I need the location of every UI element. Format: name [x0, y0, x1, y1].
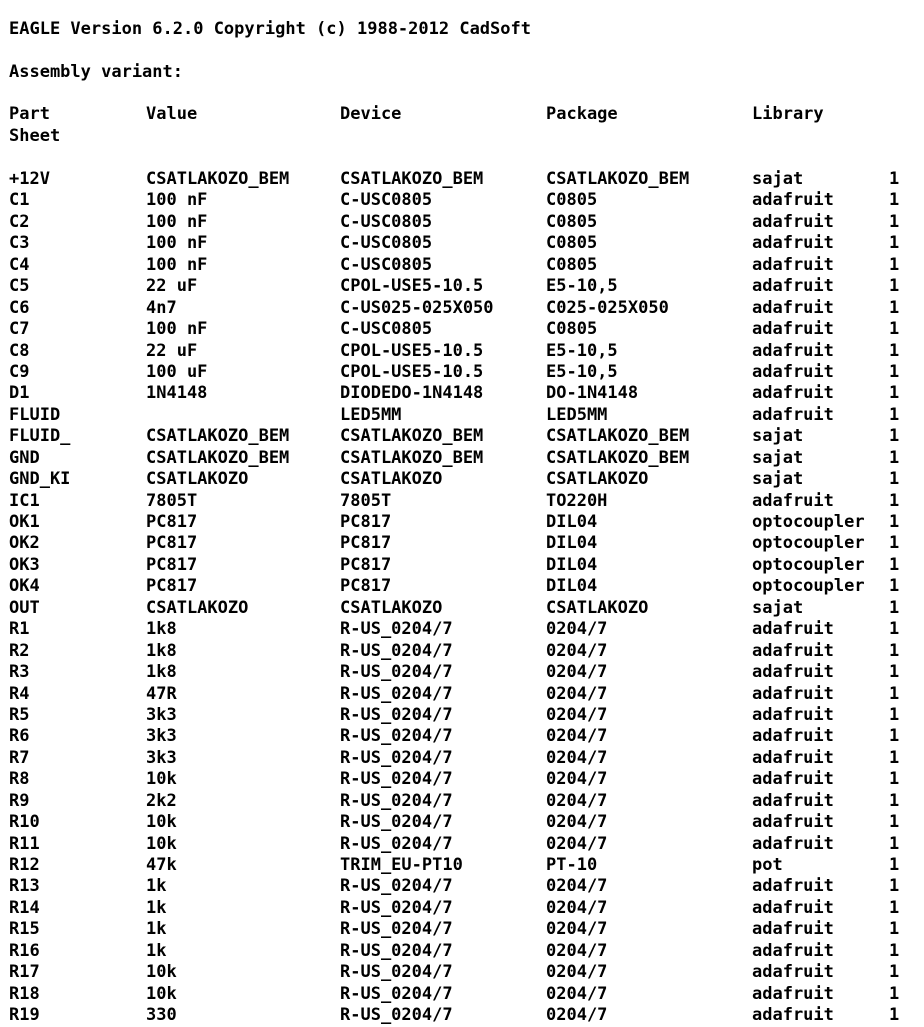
package-cell: 0204/7 — [546, 940, 608, 961]
sheet-cell: 1 — [889, 276, 900, 297]
value-cell: PC817 — [146, 512, 198, 532]
value-cell: 10k — [146, 812, 177, 833]
table-row — [9, 1005, 924, 1026]
part-cell: OK3 — [9, 554, 40, 575]
device-cell: R-US_0204/7 — [340, 619, 453, 640]
sheet-cell: 1 — [889, 1005, 900, 1026]
device-cell: C-USC0805 — [340, 190, 433, 211]
library-cell: sajat — [752, 169, 804, 189]
package-cell: C025-025X050 — [546, 297, 669, 318]
value-cell: 1k — [146, 940, 167, 961]
sheet-cell: 1 — [889, 940, 900, 961]
device-cell: CPOL-USE5-10.5 — [340, 361, 484, 382]
value-cell: PC817 — [146, 576, 198, 597]
value-cell: 1N4148 — [146, 383, 208, 404]
table-row — [9, 619, 924, 640]
device-cell: R-US_0204/7 — [340, 983, 453, 1004]
table-row — [9, 769, 924, 790]
sheet-cell: 1 — [889, 812, 900, 833]
package-cell: TO220H — [546, 490, 608, 511]
library-cell: adafruit — [752, 276, 834, 297]
device-cell: R-US_0204/7 — [340, 790, 453, 811]
value-cell: CSATLAKOZO — [146, 469, 249, 490]
library-cell: adafruit — [752, 704, 834, 725]
part-cell: R19 — [9, 1005, 40, 1026]
value-cell: 1k — [146, 919, 167, 940]
package-cell: DIL04 — [546, 512, 598, 532]
table-row — [9, 255, 924, 276]
value-cell: 100 nF — [146, 190, 208, 211]
library-cell: adafruit — [752, 726, 834, 747]
table-row — [9, 941, 924, 962]
library-cell: adafruit — [752, 919, 834, 940]
package-cell: 0204/7 — [546, 747, 608, 768]
library-cell: adafruit — [752, 404, 834, 425]
sheet-cell: 1 — [889, 426, 900, 447]
table-row — [9, 812, 924, 833]
value-cell: 3k3 — [146, 726, 177, 747]
part-cell: GND_KI — [9, 469, 71, 490]
device-cell: R-US_0204/7 — [340, 1005, 453, 1026]
value-cell: 100 nF — [146, 254, 208, 275]
value-cell: 330 — [146, 1005, 177, 1026]
sheet-cell: 1 — [889, 640, 900, 661]
sheet-cell: 1 — [889, 747, 900, 768]
table-row — [9, 298, 924, 319]
part-cell: R15 — [9, 919, 40, 940]
sheet-cell: 1 — [889, 962, 900, 983]
device-cell: R-US_0204/7 — [340, 919, 453, 940]
sheet-cell: 1 — [889, 169, 900, 189]
part-cell: R14 — [9, 897, 40, 918]
version-line: EAGLE Version 6.2.0 Copyright (c) 1988-2012 CadSoft — [9, 19, 531, 39]
package-cell: CSATLAKOZO — [546, 469, 649, 490]
assembly-variant-label: Assembly variant: — [9, 62, 183, 82]
device-cell: 7805T — [340, 490, 392, 511]
sheet-cell: 1 — [889, 490, 900, 511]
part-cell: C7 — [9, 319, 30, 340]
value-cell: 10k — [146, 833, 177, 854]
part-cell: C6 — [9, 297, 30, 318]
package-cell: 0204/7 — [546, 704, 608, 725]
library-cell: adafruit — [752, 747, 834, 768]
package-cell: 0204/7 — [546, 640, 608, 661]
device-cell: TRIM_EU-PT10 — [340, 855, 463, 875]
sheet-cell: 1 — [889, 662, 900, 683]
package-cell: CSATLAKOZO_BEM — [546, 426, 690, 447]
package-cell: 0204/7 — [546, 683, 608, 704]
sheet-cell: 1 — [889, 769, 900, 790]
sheet-cell: 1 — [889, 404, 900, 425]
device-cell: R-US_0204/7 — [340, 726, 453, 747]
library-cell: adafruit — [752, 1005, 834, 1026]
package-cell: C0805 — [546, 254, 598, 275]
package-cell: C0805 — [546, 211, 598, 232]
package-cell: DIL04 — [546, 533, 598, 554]
sheet-cell: 1 — [889, 855, 900, 875]
package-cell: 0204/7 — [546, 769, 608, 790]
table-row — [9, 169, 924, 190]
table-row — [9, 469, 924, 490]
device-cell: C-USC0805 — [340, 319, 433, 340]
library-cell: optocoupler — [752, 576, 865, 597]
table-row — [9, 233, 924, 254]
value-cell: 100 nF — [146, 319, 208, 340]
part-cell: R5 — [9, 704, 30, 725]
table-row — [9, 855, 924, 876]
value-cell: 1k8 — [146, 662, 177, 683]
package-cell: 0204/7 — [546, 1005, 608, 1026]
package-cell: PT-10 — [546, 855, 598, 875]
device-cell: R-US_0204/7 — [340, 876, 453, 897]
device-cell: C-US025-025X050 — [340, 297, 494, 318]
package-cell: 0204/7 — [546, 619, 608, 640]
package-cell: 0204/7 — [546, 833, 608, 854]
package-cell: DIL04 — [546, 576, 598, 597]
device-cell: R-US_0204/7 — [340, 940, 453, 961]
part-cell: R17 — [9, 962, 40, 983]
value-cell: 22 uF — [146, 276, 198, 297]
device-cell: CPOL-USE5-10.5 — [340, 340, 484, 361]
sheet-cell: 1 — [889, 683, 900, 704]
device-cell: PC817 — [340, 554, 392, 575]
package-cell: DO-1N4148 — [546, 383, 639, 404]
package-cell: C0805 — [546, 233, 598, 254]
column-header-package: Package — [546, 104, 618, 124]
sheet-cell: 1 — [889, 790, 900, 811]
sheet-cell: 1 — [889, 876, 900, 897]
table-row — [9, 426, 924, 447]
device-cell: CSATLAKOZO_BEM — [340, 169, 484, 189]
table-row — [9, 898, 924, 919]
sheet-cell: 1 — [889, 576, 900, 597]
table-row — [9, 748, 924, 769]
library-cell: adafruit — [752, 812, 834, 833]
value-cell: 2k2 — [146, 790, 177, 811]
sheet-cell: 1 — [889, 512, 900, 532]
library-cell: sajat — [752, 597, 804, 618]
table-row — [9, 512, 924, 533]
table-row — [9, 212, 924, 233]
library-cell: sajat — [752, 426, 804, 447]
table-row — [9, 383, 924, 404]
part-cell: R4 — [9, 683, 30, 704]
part-cell: OK1 — [9, 512, 40, 532]
device-cell: C-USC0805 — [340, 233, 433, 254]
library-cell: adafruit — [752, 211, 834, 232]
device-cell: R-US_0204/7 — [340, 747, 453, 768]
column-header-library: Library — [752, 104, 824, 124]
table-row — [9, 962, 924, 983]
device-cell: LED5MM — [340, 404, 402, 425]
device-cell: DIODEDO-1N4148 — [340, 383, 484, 404]
column-header-value: Value — [146, 104, 198, 124]
value-cell: 47k — [146, 855, 177, 875]
package-cell: 0204/7 — [546, 876, 608, 897]
table-row — [9, 190, 924, 211]
device-cell: R-US_0204/7 — [340, 897, 453, 918]
value-cell: 22 uF — [146, 340, 198, 361]
library-cell: adafruit — [752, 683, 834, 704]
value-cell: 3k3 — [146, 747, 177, 768]
value-cell: CSATLAKOZO_BEM — [146, 447, 290, 468]
part-cell: OK2 — [9, 533, 40, 554]
library-cell: adafruit — [752, 769, 834, 790]
part-cell: R13 — [9, 876, 40, 897]
package-cell: 0204/7 — [546, 919, 608, 940]
part-cell: FLUID_ — [9, 426, 71, 447]
value-cell: PC817 — [146, 533, 198, 554]
package-cell: LED5MM — [546, 404, 608, 425]
library-cell: adafruit — [752, 190, 834, 211]
sheet-cell: 1 — [889, 447, 900, 468]
column-header-row — [9, 104, 924, 126]
part-cell: R9 — [9, 790, 30, 811]
table-row — [9, 555, 924, 576]
part-cell: +12V — [9, 169, 50, 189]
sheet-cell: 1 — [889, 319, 900, 340]
library-cell: adafruit — [752, 940, 834, 961]
table-row — [9, 791, 924, 812]
device-cell: CSATLAKOZO_BEM — [340, 426, 484, 447]
library-cell: adafruit — [752, 340, 834, 361]
table-row — [9, 276, 924, 297]
sheet-cell: 1 — [889, 726, 900, 747]
device-cell: CSATLAKOZO — [340, 597, 443, 618]
table-row — [9, 641, 924, 662]
value-cell: 10k — [146, 962, 177, 983]
value-cell: CSATLAKOZO — [146, 597, 249, 618]
sheet-cell: 1 — [889, 919, 900, 940]
part-cell: D1 — [9, 383, 30, 404]
value-cell: 10k — [146, 983, 177, 1004]
library-cell: adafruit — [752, 233, 834, 254]
package-cell: 0204/7 — [546, 790, 608, 811]
value-cell: 100 uF — [146, 361, 208, 382]
part-cell: C3 — [9, 233, 30, 254]
table-row — [9, 448, 924, 469]
device-cell: R-US_0204/7 — [340, 662, 453, 683]
column-header-sheet: Sheet — [9, 126, 61, 146]
device-cell: R-US_0204/7 — [340, 683, 453, 704]
device-cell: CSATLAKOZO_BEM — [340, 447, 484, 468]
part-cell: C9 — [9, 361, 30, 382]
package-cell: E5-10,5 — [546, 276, 618, 297]
value-cell: CSATLAKOZO_BEM — [146, 426, 290, 447]
sheet-cell: 1 — [889, 983, 900, 1004]
library-cell: adafruit — [752, 876, 834, 897]
table-row — [9, 684, 924, 705]
library-cell: sajat — [752, 469, 804, 490]
package-cell: E5-10,5 — [546, 361, 618, 382]
part-cell: C5 — [9, 276, 30, 297]
device-cell: R-US_0204/7 — [340, 640, 453, 661]
device-cell: CPOL-USE5-10.5 — [340, 276, 484, 297]
table-row — [9, 984, 924, 1005]
device-cell: PC817 — [340, 512, 392, 532]
library-cell: optocoupler — [752, 533, 865, 554]
package-cell: 0204/7 — [546, 897, 608, 918]
table-row — [9, 405, 924, 426]
device-cell: R-US_0204/7 — [340, 833, 453, 854]
device-cell: R-US_0204/7 — [340, 962, 453, 983]
part-cell: R11 — [9, 833, 40, 854]
library-cell: sajat — [752, 447, 804, 468]
package-cell: CSATLAKOZO_BEM — [546, 169, 690, 189]
sheet-cell: 1 — [889, 597, 900, 618]
library-cell: optocoupler — [752, 512, 865, 532]
library-cell: adafruit — [752, 640, 834, 661]
part-cell: GND — [9, 447, 40, 468]
sheet-cell: 1 — [889, 297, 900, 318]
package-cell: C0805 — [546, 319, 598, 340]
table-row — [9, 533, 924, 554]
table-row — [9, 576, 924, 597]
package-cell: E5-10,5 — [546, 340, 618, 361]
library-cell: adafruit — [752, 254, 834, 275]
part-cell: R7 — [9, 747, 30, 768]
device-cell: PC817 — [340, 576, 392, 597]
library-cell: optocoupler — [752, 554, 865, 575]
value-cell: 1k8 — [146, 619, 177, 640]
value-cell: 47R — [146, 683, 177, 704]
library-cell: adafruit — [752, 490, 834, 511]
library-cell: adafruit — [752, 983, 834, 1004]
value-cell: 1k8 — [146, 640, 177, 661]
value-cell: CSATLAKOZO_BEM — [146, 169, 290, 189]
library-cell: adafruit — [752, 383, 834, 404]
library-cell: adafruit — [752, 962, 834, 983]
parts-table-body — [9, 169, 924, 1027]
device-cell: CSATLAKOZO — [340, 469, 443, 490]
column-header-device: Device — [340, 104, 402, 124]
package-cell: 0204/7 — [546, 662, 608, 683]
library-cell: adafruit — [752, 361, 834, 382]
device-cell: C-USC0805 — [340, 254, 433, 275]
value-cell: 1k — [146, 897, 167, 918]
part-cell: C4 — [9, 254, 30, 275]
sheet-cell: 1 — [889, 554, 900, 575]
table-row — [9, 341, 924, 362]
part-cell: R18 — [9, 983, 40, 1004]
package-cell: CSATLAKOZO_BEM — [546, 447, 690, 468]
table-row — [9, 834, 924, 855]
library-cell: adafruit — [752, 897, 834, 918]
library-cell: adafruit — [752, 833, 834, 854]
library-cell: adafruit — [752, 790, 834, 811]
value-cell: 3k3 — [146, 704, 177, 725]
package-cell: 0204/7 — [546, 812, 608, 833]
value-cell: 100 nF — [146, 211, 208, 232]
library-cell: pot — [752, 855, 783, 875]
device-cell: R-US_0204/7 — [340, 769, 453, 790]
part-cell: R16 — [9, 940, 40, 961]
part-cell: C8 — [9, 340, 30, 361]
part-cell: C1 — [9, 190, 30, 211]
package-cell: 0204/7 — [546, 962, 608, 983]
value-cell: PC817 — [146, 554, 198, 575]
sheet-cell: 1 — [889, 533, 900, 554]
table-row — [9, 726, 924, 747]
package-cell: 0204/7 — [546, 983, 608, 1004]
part-cell: OK4 — [9, 576, 40, 597]
library-cell: adafruit — [752, 319, 834, 340]
library-cell: adafruit — [752, 297, 834, 318]
package-cell: DIL04 — [546, 554, 598, 575]
sheet-cell: 1 — [889, 383, 900, 404]
value-cell: 7805T — [146, 490, 198, 511]
table-row — [9, 319, 924, 340]
table-row — [9, 598, 924, 619]
sheet-cell: 1 — [889, 254, 900, 275]
part-cell: IC1 — [9, 490, 40, 511]
table-row — [9, 705, 924, 726]
column-header-part: Part — [9, 104, 50, 124]
part-cell: R10 — [9, 812, 40, 833]
package-cell: C0805 — [546, 190, 598, 211]
part-cell: C2 — [9, 211, 30, 232]
sheet-cell: 1 — [889, 361, 900, 382]
sheet-cell: 1 — [889, 211, 900, 232]
sheet-cell: 1 — [889, 233, 900, 254]
device-cell: C-USC0805 — [340, 211, 433, 232]
part-cell: R2 — [9, 640, 30, 661]
part-cell: OUT — [9, 597, 40, 618]
package-cell: 0204/7 — [546, 726, 608, 747]
package-cell: CSATLAKOZO — [546, 597, 649, 618]
part-cell: R12 — [9, 855, 40, 875]
sheet-cell: 1 — [889, 833, 900, 854]
library-cell: adafruit — [752, 662, 834, 683]
sheet-cell: 1 — [889, 469, 900, 490]
device-cell: R-US_0204/7 — [340, 812, 453, 833]
part-cell: R6 — [9, 726, 30, 747]
value-cell: 4n7 — [146, 297, 177, 318]
part-cell: R3 — [9, 662, 30, 683]
sheet-cell: 1 — [889, 190, 900, 211]
part-cell: R1 — [9, 619, 30, 640]
part-cell: FLUID — [9, 404, 61, 425]
table-row — [9, 662, 924, 683]
sheet-cell: 1 — [889, 704, 900, 725]
value-cell: 1k — [146, 876, 167, 897]
table-row — [9, 491, 924, 512]
device-cell: PC817 — [340, 533, 392, 554]
part-cell: R8 — [9, 769, 30, 790]
sheet-cell: 1 — [889, 897, 900, 918]
sheet-cell: 1 — [889, 340, 900, 361]
value-cell: 10k — [146, 769, 177, 790]
sheet-cell: 1 — [889, 619, 900, 640]
device-cell: R-US_0204/7 — [340, 704, 453, 725]
table-row — [9, 919, 924, 940]
table-row — [9, 876, 924, 897]
value-cell: 100 nF — [146, 233, 208, 254]
library-cell: adafruit — [752, 619, 834, 640]
table-row — [9, 362, 924, 383]
